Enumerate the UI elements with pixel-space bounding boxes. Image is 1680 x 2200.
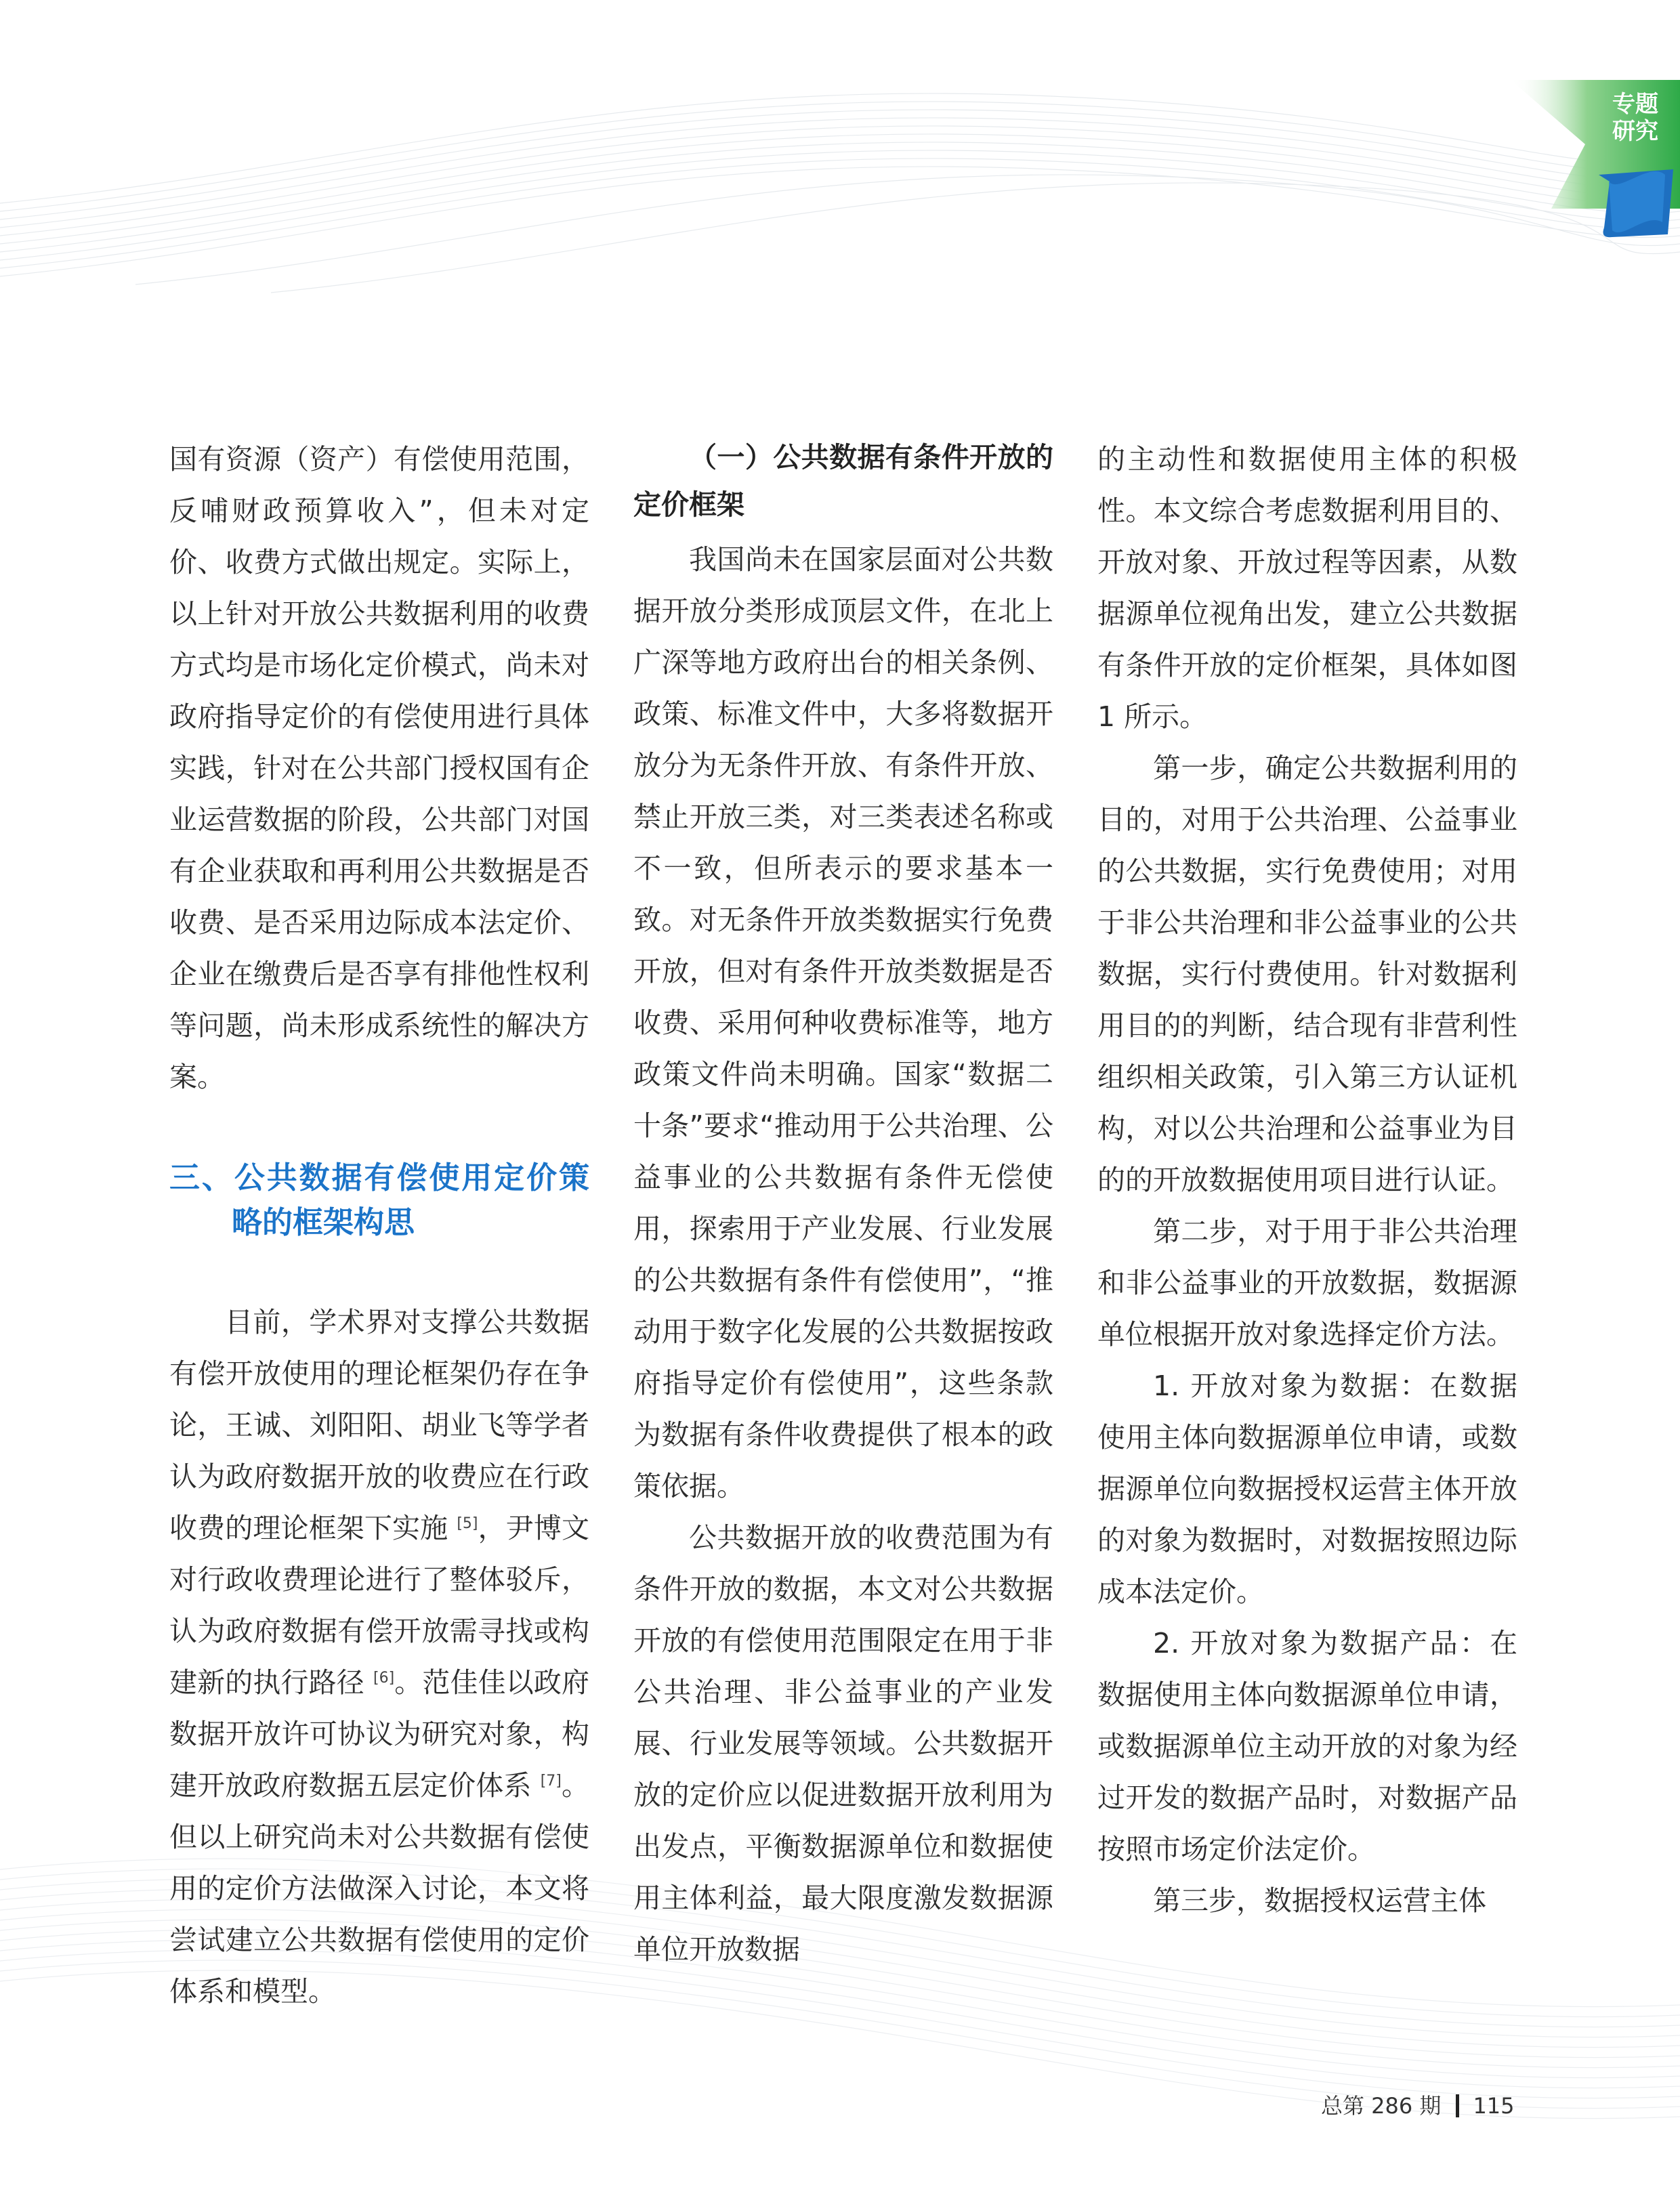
column-middle (633, 433, 1053, 1975)
subsection-heading-text: （一）公共数据有条件开放的定价框架 (633, 441, 1053, 521)
paragraph-text: 。但以上研究尚未对公共数据有偿使用的定价方法做深入讨论，本文将尝试建立公共数据有偿使用的定价体系和模型。 (169, 1769, 589, 2008)
paragraph-step-1: 第一步，确定公共数据利用的目的，对用于公共治理、公益事业的公共数据，实行免费使用；对用于非公共治理和非公益事业的公共数据，实行付费使用。针对数据利用目的的判断，结合现有非营利性组织相关政策，引入第三方认证机构，对以公共治理和公益事业为目的的开放数据使用项目进行认证。 (1097, 752, 1517, 1196)
section-heading: 三、公共数据有偿使用定价策略的框架构思 (169, 1160, 589, 1240)
paragraph-text: ，尹博文对行政收费理论进行了整体驳斥，认为政府数据有偿开放需寻找或构建新的执行路径 (169, 1512, 589, 1699)
footer-divider (1456, 2094, 1459, 2117)
column-left (169, 433, 589, 2017)
paragraph-literature-review (169, 1296, 589, 2017)
badge-line-1: 专题 (1612, 91, 1658, 118)
paragraph-item-1: 1. 开放对象为数据：在数据使用主体向数据源单位申请，或数据源单位向数据授权运营主体开放的对象为数据时，对数据按照边际成本法定价。 (1097, 1370, 1517, 1608)
paragraph: 公共数据开放的收费范围为有条件开放的数据，本文对公共数据开放的有偿使用范围限定在用于非公共治理、非公益事业的产业发展、行业发展等领域。公共数据开放的定价应以促进数据开放利用为出发点，平衡数据源单位和数据使用主体利益，最大限度激发数据源单位开放数据 (633, 1521, 1053, 1966)
paragraph-item-2: 2. 开放对象为数据产品：在数据使用主体向数据源单位申请，或数据源单位主动开放的对象为经过开发的数据产品时，对数据产品按照市场定价法定价。 (1097, 1627, 1517, 1865)
page-number: 115 (1473, 2093, 1515, 2119)
paragraph-text: 。范佳佳以政府数据开放许可协议为研究对象，构建开放政府数据五层定价体系 (169, 1666, 590, 1802)
paragraph-step-3: 第三步，数据授权运营主体 (1153, 1884, 1486, 1917)
subsection-heading (633, 433, 1053, 528)
citation-ref: [7] (540, 1773, 562, 1790)
citation-ref: [6] (373, 1670, 395, 1687)
paragraph-text: 目前，学术界对支撑公共数据有偿开放使用的理论框架仍存在争论，王诚、刘阳阳、胡业飞等学者认为政府数据开放的收费应在行政收费的理论框架下实施 (169, 1306, 589, 1544)
paragraph-continued: 的主动性和数据使用主体的积极性。本文综合考虑数据利用目的、开放对象、开放过程等因素，从数据源单位视角出发，建立公共数据有条件开放的定价框架，具体如图 1 所示。 (1097, 443, 1517, 733)
paragraph-continued: 国有资源（资产）有偿使用范围，反哺财政预算收入”，但未对定价、收费方式做出规定。实际上，以上针对开放公共数据利用的收费方式均是市场化定价模式，尚未对政府指导定价的有偿使用进行具体实践，针对在公共部门授权国有企业运营数据的阶段，公共部门对国有企业获取和再利用公共数据是否收费、是否采用边际成本法定价、企业在缴费后是否享有排他性权利等问题，尚未形成系统性的解决方案。 (169, 443, 589, 1093)
citation-ref: [5] (457, 1515, 478, 1532)
page-footer (1321, 2089, 1515, 2120)
paragraph: 我国尚未在国家层面对公共数据开放分类形成顶层文件，在北上广深等地方政府出台的相关条例、政策、标准文件中，大多将数据开放分为无条件开放、有条件开放、禁止开放三类，对三类表述名称或不一致，但所表示的要求基本一致。对无条件开放类数据实行免费开放，但对有条件开放类数据是否收费、采用何种收费标准等，地方政策文件尚未明确。国家“数据二十条”要求“推动用于公共治理、公益事业的公共数据有条件无偿使用，探索用于产业发展、行业发展的公共数据有条件有偿使用”，“推动用于数字化发展的公共数据按政府指导定价有偿使用”，这些条款为数据有条件收费提供了根本的政策依据。 (633, 543, 1053, 1502)
paragraph-step-2: 第二步，对于用于非公共治理和非公益事业的开放数据，数据源单位根据开放对象选择定价方法。 (1097, 1215, 1517, 1351)
column-right (1097, 433, 1517, 1926)
section-badge-label (1603, 91, 1668, 145)
badge-line-2: 研究 (1612, 118, 1658, 145)
issue-number: 总第 286 期 (1321, 2093, 1442, 2119)
